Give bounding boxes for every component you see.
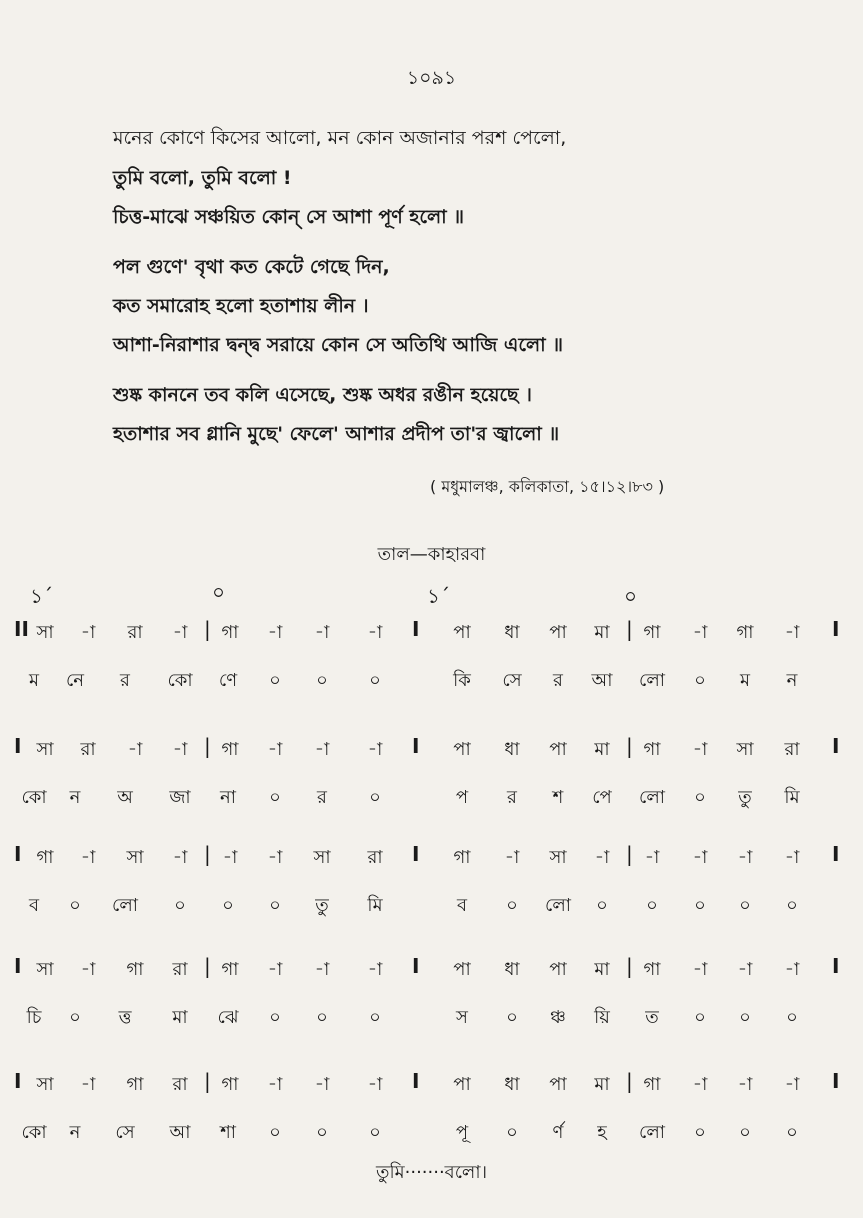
lyric-syllable: জা: [169, 787, 191, 808]
lyric-syllable: ০: [316, 1122, 328, 1143]
swara-note: পা: [549, 1074, 567, 1095]
row-5-close-bar: I: [832, 1069, 840, 1093]
lyric-syllable: ০: [69, 1007, 81, 1028]
lyric-syllable: ০: [786, 895, 798, 916]
lyric-syllable: নে: [65, 670, 85, 691]
swara-note: গা: [736, 622, 754, 643]
row-2-beat-divider: |: [204, 734, 211, 758]
swara-note: রা: [172, 959, 188, 980]
lyric-syllable: ০: [739, 1007, 751, 1028]
lyric-syllable: আ: [169, 1122, 191, 1143]
swara-note: -া: [692, 739, 708, 760]
lyric-syllable: ০: [786, 1007, 798, 1028]
swara-note: -া: [172, 847, 188, 868]
lyric-syllable: পে: [592, 787, 612, 808]
lyric-syllable: ০: [506, 1122, 518, 1143]
row-3-beat-divider: |: [204, 842, 211, 866]
row-1-open-bar: II: [14, 617, 29, 641]
swara-note: -া: [784, 622, 800, 643]
lyric-syllable: ০: [694, 895, 706, 916]
lyric-syllable: ০: [694, 1122, 706, 1143]
swara-note: গা: [643, 622, 661, 643]
swara-note: -া: [267, 959, 283, 980]
lyric-syllable: ০: [369, 787, 381, 808]
lyric-syllable: ০: [506, 1007, 518, 1028]
swara-note: -া: [172, 739, 188, 760]
swara-note: পা: [549, 622, 567, 643]
row-2-beat-divider: |: [626, 734, 633, 758]
swara-note: রা: [367, 847, 383, 868]
swara-note: ধা: [504, 622, 520, 643]
lyric-syllable: ০: [269, 670, 281, 691]
swara-note: -া: [314, 1074, 330, 1095]
swara-note: পা: [549, 959, 567, 980]
beat-marker-2: ০: [212, 580, 226, 604]
lyric-syllable: ০: [739, 1122, 751, 1143]
swara-note: -া: [692, 847, 708, 868]
lyric-syllable: র: [120, 670, 130, 691]
lyric-syllable: ০: [269, 1007, 281, 1028]
row-1-beat-divider: |: [204, 617, 211, 641]
row-3-mid-bar: I: [412, 842, 420, 866]
lyric-syllable: ব: [456, 895, 468, 916]
row-1-beat-divider: |: [626, 617, 633, 641]
swara-note: -া: [737, 959, 753, 980]
lyric-syllable: লো: [639, 1122, 665, 1143]
lyric-syllable: ০: [694, 670, 706, 691]
swara-note: সা: [126, 847, 144, 868]
row-1-mid-bar: I: [412, 617, 420, 641]
lyric-syllable: ০: [739, 895, 751, 916]
lyric-syllable: ন: [69, 787, 81, 808]
lyric-syllable: পূ: [455, 1122, 469, 1143]
swara-note: রা: [127, 622, 143, 643]
swara-note: মা: [594, 959, 610, 980]
lyric-syllable: ০: [174, 895, 186, 916]
swara-note: -া: [314, 739, 330, 760]
lyric-syllable: ত্ত: [118, 1007, 132, 1028]
lyric-syllable: ০: [69, 895, 81, 916]
swara-note: মা: [594, 739, 610, 760]
swara-note: -া: [314, 622, 330, 643]
lyric-line-5: কত সমারোহ হলো হতাশায় লীন ।: [113, 295, 369, 317]
swara-note: ধা: [504, 959, 520, 980]
row-3-close-bar: I: [832, 842, 840, 866]
swara-note: গা: [453, 847, 471, 868]
lyric-syllable: ০: [316, 670, 328, 691]
lyric-syllable: চি: [26, 1007, 42, 1028]
lyric-syllable: ত: [645, 1007, 659, 1028]
swara-note: -া: [784, 959, 800, 980]
lyric-syllable: র: [553, 670, 563, 691]
swara-note: সা: [736, 739, 754, 760]
swara-note: -া: [80, 622, 96, 643]
lyric-syllable: ০: [786, 1122, 798, 1143]
row-5-beat-divider: |: [204, 1069, 211, 1093]
lyric-syllable: ন: [69, 1122, 81, 1143]
lyric-syllable: ০: [369, 670, 381, 691]
lyric-syllable: কো: [167, 670, 193, 691]
lyric-syllable: ০: [269, 1122, 281, 1143]
row-4-beat-divider: |: [626, 954, 633, 978]
swara-note: -া: [314, 959, 330, 980]
lyric-line-2: তুমি বলো, তুমি বলো !: [113, 167, 292, 189]
swara-note: -া: [367, 959, 383, 980]
lyric-syllable: স: [456, 1007, 468, 1028]
swara-note: সা: [549, 847, 567, 868]
lyric-syllable: লো: [545, 895, 571, 916]
lyric-syllable: শা: [220, 1122, 236, 1143]
lyric-syllable: ম: [29, 670, 39, 691]
row-3-open-bar: I: [14, 842, 22, 866]
swara-note: পা: [453, 739, 471, 760]
lyric-syllable: র: [317, 787, 327, 808]
swara-note: গা: [643, 959, 661, 980]
lyric-syllable: হ: [597, 1122, 607, 1143]
lyric-syllable: লো: [639, 787, 665, 808]
lyric-syllable: য়ি: [594, 1007, 610, 1028]
lyric-syllable: ০: [596, 895, 608, 916]
swara-note: -া: [784, 847, 800, 868]
swara-note: গা: [221, 739, 239, 760]
lyric-syllable: ০: [369, 1122, 381, 1143]
swara-note: রা: [80, 739, 96, 760]
lyric-syllable: কো: [21, 787, 47, 808]
swara-note: -া: [692, 959, 708, 980]
swara-note: সা: [36, 1074, 54, 1095]
lyric-syllable: র: [507, 787, 517, 808]
swara-note: সা: [313, 847, 331, 868]
lyric-line-6: আশা-নিরাশার দ্বন্দ্ব সরায়ে কোন সে অতিথি আজি এলো ॥: [113, 334, 564, 356]
swara-note: রা: [784, 739, 800, 760]
beat-marker-1: ১´: [30, 584, 53, 608]
lyric-syllable: তু: [315, 895, 329, 916]
row-1-close-bar: I: [832, 617, 840, 641]
swara-note: গা: [643, 1074, 661, 1095]
lyric-syllable: কো: [21, 1122, 47, 1143]
lyric-syllable: র্ণ: [552, 1122, 564, 1143]
swara-note: গা: [36, 847, 54, 868]
swara-note: -া: [127, 739, 143, 760]
swara-note: -া: [80, 847, 96, 868]
swara-note: মা: [594, 1074, 610, 1095]
lyric-line-1: মনের কোণে কিসের আলো, মন কোন অজানার পরশ পেলো,: [113, 127, 567, 149]
swara-note: -া: [692, 622, 708, 643]
row-4-beat-divider: |: [204, 954, 211, 978]
lyric-syllable: ব: [28, 895, 40, 916]
lyric-syllable: মি: [784, 787, 800, 808]
lyric-syllable: ০: [269, 787, 281, 808]
swara-note: -া: [172, 622, 188, 643]
swara-note: গা: [221, 959, 239, 980]
lyric-syllable: ণে: [218, 670, 238, 691]
swara-note: -া: [367, 622, 383, 643]
lyric-syllable: লো: [112, 895, 138, 916]
lyric-syllable: ঝে: [217, 1007, 239, 1028]
swara-note: পা: [453, 622, 471, 643]
lyric-syllable: সে: [502, 670, 522, 691]
swara-note: -া: [267, 847, 283, 868]
swara-note: -া: [367, 1074, 383, 1095]
lyric-syllable: মা: [172, 1007, 188, 1028]
swara-note: -া: [80, 1074, 96, 1095]
lyric-syllable: ০: [506, 895, 518, 916]
lyric-syllable: তু: [738, 787, 752, 808]
swara-note: -া: [644, 847, 660, 868]
swara-note: -া: [80, 959, 96, 980]
swara-note: -া: [267, 739, 283, 760]
lyric-syllable: ০: [694, 787, 706, 808]
row-2-mid-bar: I: [412, 734, 420, 758]
row-4-close-bar: I: [832, 954, 840, 978]
page-number: ১০৯১: [406, 67, 457, 89]
lyric-syllable: প: [455, 787, 469, 808]
lyric-syllable: ০: [316, 1007, 328, 1028]
swara-note: গা: [126, 959, 144, 980]
swara-note: মা: [594, 622, 610, 643]
lyric-syllable: ন: [786, 670, 798, 691]
swara-note: -া: [737, 847, 753, 868]
swara-note: সা: [36, 622, 54, 643]
lyric-syllable: ম: [740, 670, 750, 691]
swara-note: রা: [172, 1074, 188, 1095]
lyric-line-3: চিত্ত-মাঝে সঞ্চয়িত কোন্ সে আশা পূর্ণ হলো ॥: [113, 206, 465, 228]
lyric-syllable: ঞ্চ: [550, 1007, 566, 1028]
swara-note: -া: [267, 622, 283, 643]
beat-marker-3: ১´: [427, 584, 450, 608]
row-4-open-bar: I: [14, 954, 22, 978]
swara-note: -া: [504, 847, 520, 868]
lyric-syllable: ০: [269, 895, 281, 916]
swara-note: -া: [594, 847, 610, 868]
swara-note: -া: [692, 1074, 708, 1095]
lyric-syllable: কি: [453, 670, 471, 691]
swara-note: সা: [36, 739, 54, 760]
row-3-beat-divider: |: [626, 842, 633, 866]
swara-note: গা: [221, 622, 239, 643]
lyric-syllable: সে: [115, 1122, 135, 1143]
lyric-syllable: মি: [367, 895, 383, 916]
row-5-open-bar: I: [14, 1069, 22, 1093]
row-4-mid-bar: I: [412, 954, 420, 978]
row-5-beat-divider: |: [626, 1069, 633, 1093]
lyric-syllable: আ: [591, 670, 613, 691]
tala-heading: তাল—কাহারবা: [377, 544, 486, 565]
lyric-syllable: শ: [552, 787, 564, 808]
swara-note: পা: [549, 739, 567, 760]
lyric-syllable: ০: [646, 895, 658, 916]
swara-note: -া: [367, 739, 383, 760]
citation: ( মধুমালঞ্চ, কলিকাতা, ১৫।১২।৮৩ ): [430, 477, 665, 496]
lyric-syllable: লো: [639, 670, 665, 691]
lyric-line-8: হতাশার সব গ্লানি মুছে' ফেলে' আশার প্রদীপ তা'র জ্বালো ॥: [113, 423, 560, 445]
swara-note: গা: [221, 1074, 239, 1095]
swara-note: পা: [453, 959, 471, 980]
lyric-line-7: শুষ্ক কাননে তব কলি এসেছে, শুষ্ক অধর রঙীন হয়েছে ।: [113, 384, 532, 406]
swara-note: পা: [453, 1074, 471, 1095]
beat-marker-4: ০: [624, 584, 638, 608]
row-2-close-bar: I: [832, 734, 840, 758]
row-2-open-bar: I: [14, 734, 22, 758]
row-5-mid-bar: I: [412, 1069, 420, 1093]
swara-note: ধা: [504, 1074, 520, 1095]
swara-note: সা: [36, 959, 54, 980]
swara-note: -া: [737, 1074, 753, 1095]
swara-note: গা: [126, 1074, 144, 1095]
lyric-syllable: ০: [222, 895, 234, 916]
lyric-syllable: ০: [369, 1007, 381, 1028]
lyric-syllable: অ: [117, 787, 133, 808]
lyric-line-4: পল গুণে' বৃথা কত কেটে গেছে দিন,: [113, 256, 390, 278]
swara-note: ধা: [504, 739, 520, 760]
swara-note: -া: [784, 1074, 800, 1095]
swara-note: -া: [267, 1074, 283, 1095]
swara-note: গা: [643, 739, 661, 760]
footer-line: তুমি·······বলো।: [375, 1162, 488, 1183]
lyric-syllable: না: [220, 787, 236, 808]
swara-note: -া: [222, 847, 238, 868]
lyric-syllable: ০: [694, 1007, 706, 1028]
